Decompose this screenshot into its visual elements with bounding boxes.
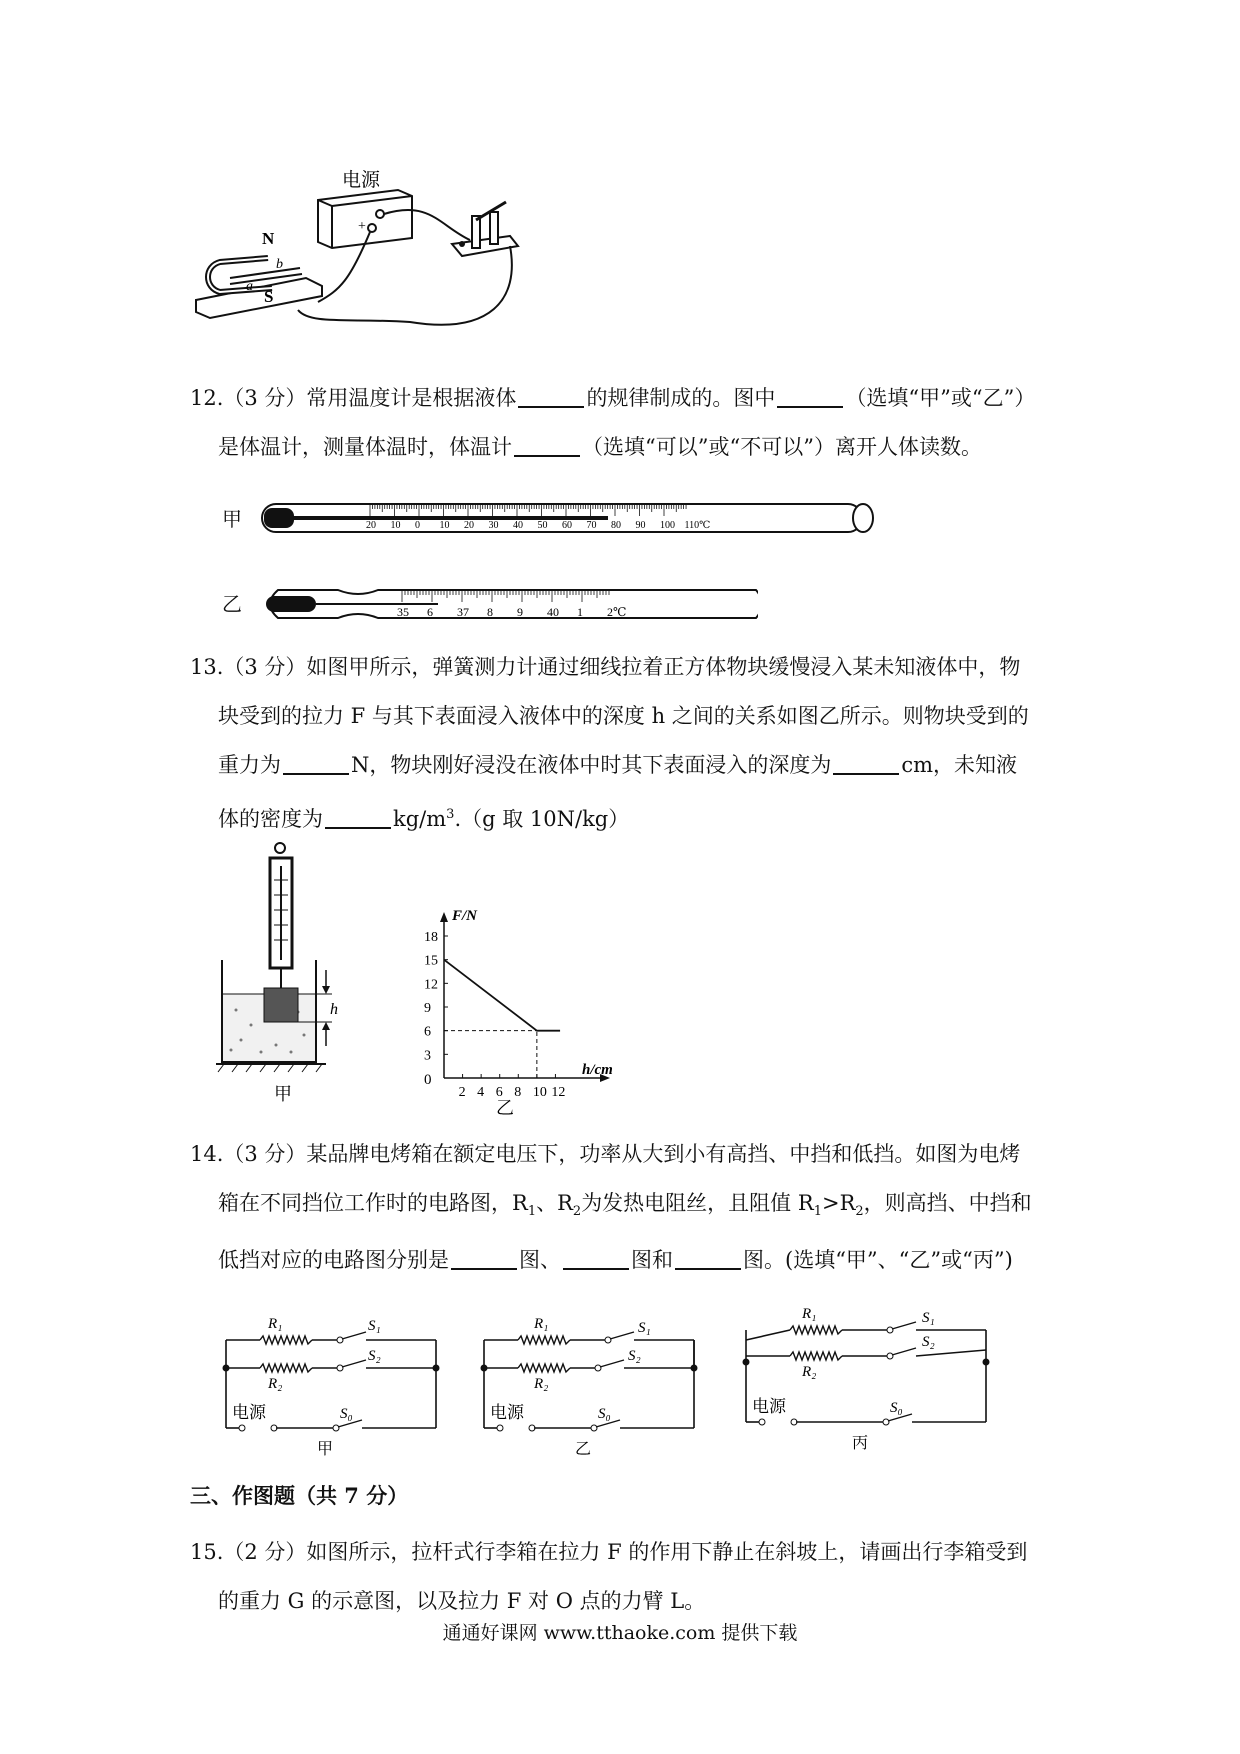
switch-blade: [610, 1332, 634, 1339]
switch-blade: [892, 1322, 916, 1329]
question-14: [190, 1130, 1070, 1285]
scale-label: 80: [611, 520, 621, 531]
q15-text: 的重力 G 的示意图，以及拉力 F 对 O 点的力臂 L。: [218, 1589, 706, 1613]
y-tick-label: 12: [424, 977, 438, 993]
x-tick-label: 8: [514, 1085, 522, 1100]
answer-blank: [325, 827, 391, 829]
scale-label: 35: [397, 605, 409, 619]
junction-node: [223, 1365, 230, 1372]
magnet-s: S: [264, 287, 274, 306]
answer-blank: [514, 455, 580, 457]
magnet-n: N: [262, 229, 275, 248]
switch-contact: [591, 1425, 597, 1431]
switch-contact: [333, 1425, 339, 1431]
chart-marks: [444, 960, 560, 1078]
q13-text: kg/m: [393, 807, 447, 831]
chart-labels: [424, 930, 565, 1100]
answer-blank: [283, 773, 349, 775]
thermometer-yi: [258, 580, 758, 628]
figure-spring-scale: [216, 840, 356, 1110]
resistor: [790, 1326, 842, 1334]
scale-label: 8: [487, 605, 493, 619]
q14-text: 14.（3 分）某品牌电烤箱在额定电压下，功率从大到小有高挡、中挡和低挡。如图为电烤: [190, 1142, 1021, 1166]
scale-label: 2℃: [607, 605, 627, 619]
q14-text: 、R: [536, 1191, 573, 1215]
y-tick-label: 18: [424, 930, 438, 945]
resistor: [518, 1364, 570, 1372]
switch-blade: [892, 1348, 916, 1355]
scale-label: 110℃: [684, 520, 711, 531]
answer-blank: [675, 1268, 741, 1270]
switch-blade: [342, 1332, 366, 1339]
scale-label: 1: [577, 605, 583, 619]
q14-text: 图。(选填“甲”、“乙”或“丙”): [743, 1248, 1013, 1273]
switch-contact: [887, 1327, 893, 1333]
scale-label: 10: [439, 520, 450, 531]
q12-text: 是体温计，测量体温时，体温计: [218, 435, 512, 459]
label-s2: S₂: [628, 1348, 641, 1364]
circuit-bing: [740, 1294, 1000, 1464]
circuit-yi: [478, 1300, 718, 1470]
answer-blank: [518, 406, 584, 408]
answer-blank: [563, 1268, 629, 1270]
answer-blank: [833, 773, 899, 775]
scale-label: 70: [586, 520, 597, 531]
resistor: [260, 1336, 312, 1344]
fig-jia-caption: 甲: [274, 1084, 292, 1104]
series-line: [444, 960, 560, 1031]
subscript: 2: [855, 1204, 864, 1220]
source-terminal: [497, 1425, 503, 1431]
q14-text: 图、: [519, 1248, 561, 1273]
q14-text: ，则高挡、中挡和: [863, 1191, 1032, 1215]
label-r1: R₁: [268, 1316, 283, 1332]
label-s0: S₀: [890, 1400, 903, 1416]
x-axis-label: h/cm: [582, 1062, 613, 1078]
switch-blade: [600, 1360, 624, 1367]
source-terminal: [239, 1425, 245, 1431]
subscript: 1: [813, 1204, 822, 1220]
scale-label: 37: [457, 605, 469, 619]
q15-text: 15.（2 分）如图所示，拉杆式行李箱在拉力 F 的作用下静止在斜坡上，请画出行李箱受到: [190, 1540, 1028, 1564]
x-tick-label: 4: [477, 1085, 485, 1100]
x-tick-label: 10: [532, 1085, 547, 1100]
answer-blank: [451, 1268, 517, 1270]
fig-yi-caption: 乙: [496, 1098, 514, 1118]
label-s2: S₂: [922, 1334, 935, 1350]
q14-text: 为发热电阻丝，且阻值 R: [581, 1191, 814, 1215]
power-label: 电源: [342, 170, 381, 191]
scale-label: 0: [415, 520, 420, 531]
footer: 通通好课网 www.tthaoke.com 提供下载: [442, 1622, 798, 1644]
x-tick-label: 2: [458, 1085, 466, 1100]
scale-label: 6: [427, 605, 433, 619]
label-r1: R₁: [802, 1306, 817, 1322]
scale-label: 50: [537, 520, 548, 531]
answer-blank: [777, 406, 843, 408]
scale-label: 40: [547, 605, 559, 619]
circuit-jia: [220, 1300, 460, 1470]
label-s2: S₂: [368, 1348, 381, 1364]
label-s0: S₀: [598, 1406, 611, 1422]
y-axis-arrow: [440, 912, 448, 922]
plus-sign: +: [358, 219, 366, 234]
y-tick-label: 9: [424, 1001, 431, 1016]
scale-label: 30: [488, 520, 499, 531]
section-3-heading: 三、作图题（共 7 分）: [190, 1483, 409, 1508]
q13-text: cm，未知液: [901, 753, 1018, 777]
q13-text: 体的密度为: [218, 807, 323, 831]
y-tick-label: 15: [424, 953, 438, 969]
label-s0: S₀: [340, 1406, 353, 1422]
q13-text: 重力为: [218, 753, 281, 777]
resistor: [518, 1336, 570, 1344]
junction-node: [743, 1359, 750, 1366]
q13-text: N，物块刚好浸没在液体中时其下表面浸入的深度为: [351, 753, 832, 777]
y-tick-label: 3: [424, 1048, 431, 1064]
x-tick-label: 6: [495, 1085, 503, 1100]
scale-label: 20: [464, 520, 474, 531]
q13-text: 13.（3 分）如图甲所示，弹簧测力计通过细线拉着正方体物块缓慢浸入某未知液体中，物: [190, 655, 1021, 679]
label-r2: R₂: [534, 1376, 549, 1392]
resistor: [260, 1364, 312, 1372]
y-tick-label: 6: [424, 1024, 431, 1040]
scale-label: 10: [390, 520, 401, 531]
q12-text: （选填“甲”或“乙”）: [845, 386, 1036, 410]
q14-text: >R: [821, 1191, 856, 1215]
switch-contact: [595, 1365, 601, 1371]
label-s1: S₁: [922, 1310, 935, 1326]
force-depth-chart: [400, 900, 630, 1120]
switch-contact: [883, 1419, 889, 1425]
scale-label: 60: [562, 520, 572, 531]
label-b: b: [276, 257, 283, 272]
question-13: [190, 643, 1070, 844]
label-r2: R₂: [268, 1376, 283, 1392]
figure-motor-circuit: [190, 160, 570, 370]
h-label: h: [330, 1001, 338, 1018]
circuit-caption: 乙: [575, 1441, 592, 1458]
question-12: [190, 374, 1070, 472]
circuit-caption: 甲: [317, 1441, 334, 1458]
q14-text: 低挡对应的电路图分别是: [218, 1248, 449, 1273]
label-r2: R₂: [802, 1364, 817, 1380]
source-label: 电源: [490, 1403, 524, 1422]
thermometer-jia: [258, 494, 878, 542]
q12-text: （选填“可以”或“不可以”）离开人体读数。: [582, 435, 982, 459]
subscript: 1: [527, 1204, 537, 1220]
source-terminal: [759, 1419, 765, 1425]
source-label: 电源: [232, 1403, 266, 1422]
q13-text: .（g 取 10N/kg）: [454, 807, 630, 831]
label-jia: 甲: [222, 507, 242, 531]
switch-contact: [337, 1365, 343, 1371]
wire: [746, 1330, 790, 1340]
junction-node: [481, 1365, 488, 1372]
origin-label: 0: [424, 1072, 432, 1088]
x-tick-label: 12: [551, 1085, 566, 1100]
label-s1: S₁: [638, 1320, 651, 1336]
label-yi: 乙: [222, 592, 242, 616]
label-s1: S₁: [368, 1318, 381, 1334]
resistor: [790, 1352, 842, 1360]
circuit-caption: 丙: [852, 1435, 869, 1452]
switch-blade: [342, 1360, 366, 1367]
scale-label: 20: [366, 520, 376, 531]
superscript: 3: [446, 807, 455, 822]
switch-contact: [337, 1337, 343, 1343]
chart-axes: [440, 912, 610, 1082]
q12-text: 12.（3 分）常用温度计是根据液体: [190, 386, 517, 410]
q12-text: 的规律制成的。图中: [586, 386, 776, 410]
scale-label: 9: [517, 605, 523, 619]
switch-contact: [887, 1353, 893, 1359]
y-axis-label: F/N: [452, 908, 478, 924]
scale-label: 40: [513, 520, 523, 531]
wire: [916, 1350, 986, 1356]
q14-text: 箱在不同挡位工作时的电路图，R: [218, 1191, 528, 1215]
scale-label: 100: [660, 520, 675, 531]
label-a: a: [246, 279, 253, 294]
scale-label: 90: [635, 520, 646, 531]
question-15: [190, 1528, 1070, 1626]
source-label: 电源: [752, 1397, 786, 1416]
subscript: 2: [572, 1204, 582, 1220]
q13-text: 块受到的拉力 F 与其下表面浸入液体中的深度 h 之间的关系如图乙所示。则物块受到的: [218, 704, 1029, 728]
q14-text: 图和: [631, 1248, 673, 1273]
label-r1: R₁: [534, 1316, 549, 1332]
switch-contact: [605, 1337, 611, 1343]
